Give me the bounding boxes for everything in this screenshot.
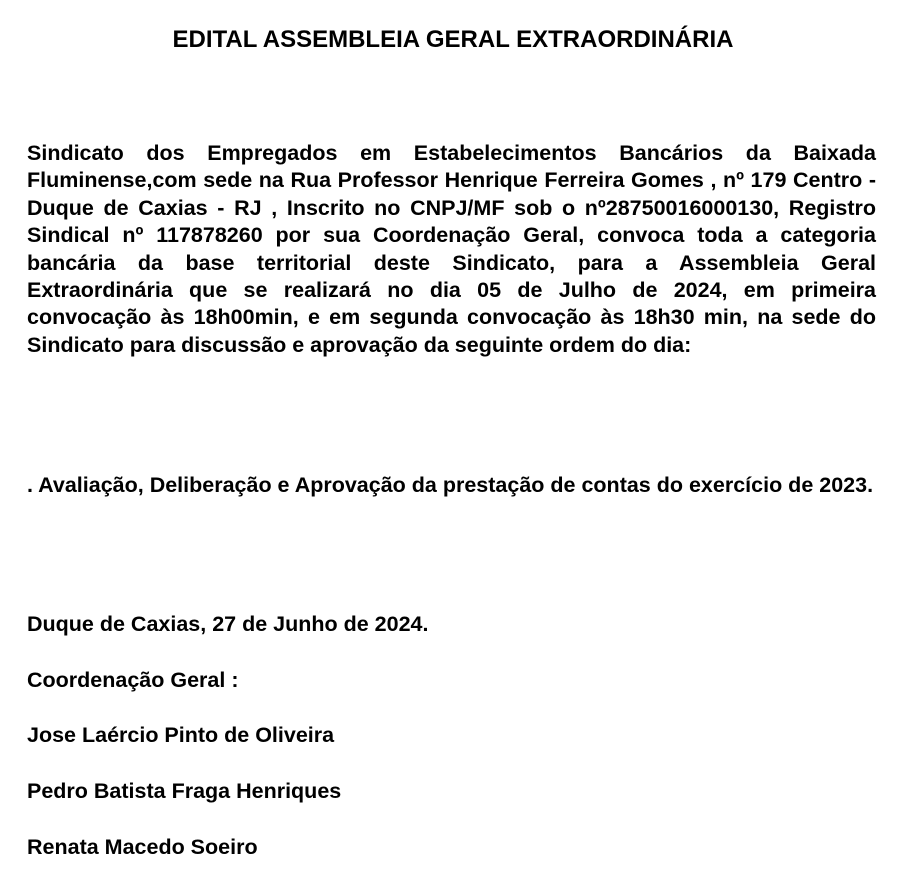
- coordination-label: Coordenação Geral :: [27, 668, 239, 692]
- signatory-name: Pedro Batista Fraga Henriques: [27, 779, 342, 803]
- convocation-body: Sindicato dos Empregados em Estabelecimentos Bancários da Baixada Fluminense,com sede na Rua Professor Henrique Ferreira Gomes , nº 179 Centro - Duque de Caxias - RJ , Inscrito no CNPJ/MF sob o nº28750016000130, Registro Sindical nº 117878260 por sua Coordenação Geral, convoca toda a categoria bancária da base territorial deste Sindicato, para a Assembleia Geral Extraordinária que se realizará no dia 05 de Julho de 2024, em primeira convocação às 18h00min, e em segunda convocação às 18h30 min, na sede do Sindicato para discussão e aprovação da seguinte ordem do dia:: [27, 141, 876, 357]
- agenda-item: . Avaliação, Deliberação e Aprovação da prestação de contas do exercício de 2023.: [27, 473, 874, 497]
- place-date: Duque de Caxias, 27 de Junho de 2024.: [27, 612, 429, 636]
- signatory-name: Renata Macedo Soeiro: [27, 835, 258, 859]
- document-title: EDITAL ASSEMBLEIA GERAL EXTRAORDINÁRIA: [172, 26, 734, 53]
- signatory-name: Jose Laércio Pinto de Oliveira: [27, 723, 335, 747]
